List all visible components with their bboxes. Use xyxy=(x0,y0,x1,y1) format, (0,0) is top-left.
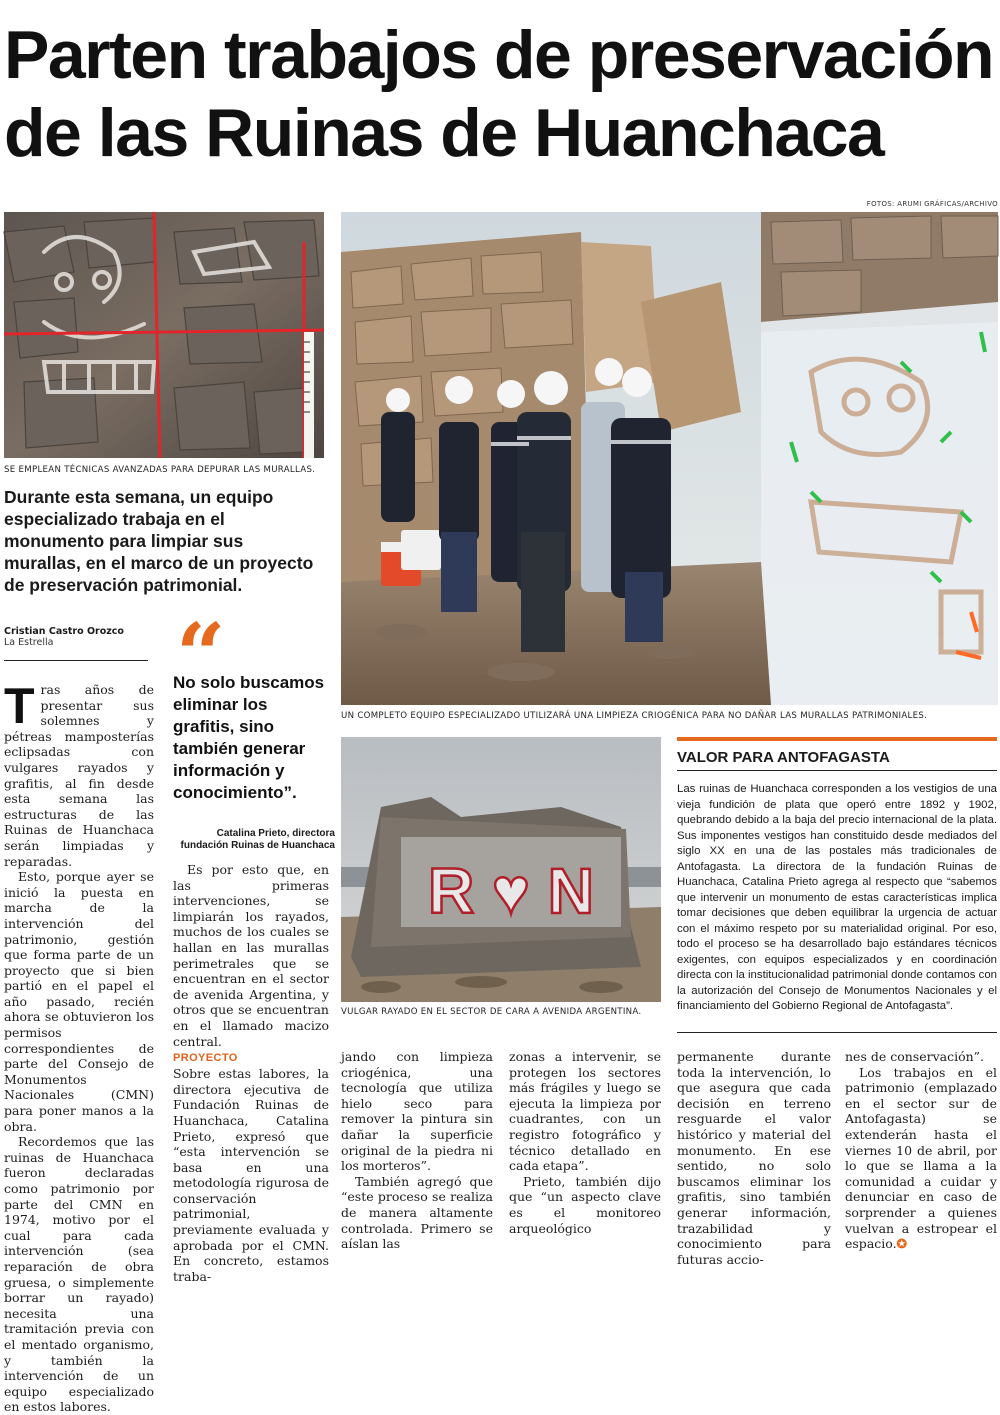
body-paragraph: Sobre estas labores, la directora ejecutiva de Fundación Ruinas de Huanchaca, Catalina Prieto, expresó que “esta intervención se basa en una metodología rigurosa de conservación patrimonial, previamente evaluada y aprobada por el CMN. En concreto, estamos traba- xyxy=(173,1066,329,1284)
body-paragraph: zonas a intervenir, se protegen los sectores más frágiles y luego se ejecuta la limpieza por cuadrantes, con un registro fotográfico y técnico detallado en cada etapa”. xyxy=(509,1049,661,1174)
photo-wall-grid-image xyxy=(4,212,324,458)
headline-line-1: Parten trabajos de preservación xyxy=(4,17,994,93)
sidebar-title: VALOR PARA ANTOFAGASTA xyxy=(677,749,890,766)
pull-quote: No solo buscamos eliminar los grafitis, sino también generar información y conocimiento”. xyxy=(173,673,325,802)
lead-paragraph: Durante esta semana, un equipo especializado trabaja en el monumento para limpiar sus murallas, en el marco de un proyecto de preservación patrimonial. xyxy=(4,487,314,595)
body-paragraph: permanente durante toda la intervención, lo que asegura que cada decisión en terreno resguarde el valor histórico y material del monumento. En ese sentido, no solo buscamos eliminar los grafitis, sino también generar información, trazabilidad y conocimiento para futuras accio- xyxy=(677,1049,831,1267)
body-column-6 xyxy=(845,1049,997,1252)
sidebar-bottom-divider xyxy=(677,1032,997,1033)
drop-cap: T xyxy=(4,678,35,734)
pull-quote-attribution xyxy=(173,828,335,852)
body-paragraph: Esto, porque ayer se inició la puesta en marcha de la intervención del patrimonio, gestión que forma parte de un proyecto que si bien partió en el papel el año pasado, recién ahora se obtuvieron los permisos correspondientes de parte del Consejo de Monumentos Nacionales (CMN) para poner manos a la obra. xyxy=(4,869,154,1134)
photo-wall-grid xyxy=(4,212,324,458)
sidebar-accent-rule xyxy=(677,737,997,741)
photo-team xyxy=(341,212,998,705)
body-column-4 xyxy=(509,1049,661,1236)
body-paragraph: Recordemos que las ruinas de Huanchaca fueron declaradas como patrimonio por parte del CMN en 1974, motivo por el cual para cada intervención (sea reparación de obra gruesa, o simplemente borrar un rayado) necesita una tramitación previa con el mentado organismo, y también la intervención de un equipo especializado en estos labores. xyxy=(4,1134,154,1415)
body-paragraph: Los trabajos en el patrimonio (emplazado en el sector sur de Antofagasta) se extenderán hasta el viernes 10 de abril, por lo que se llama a la comunidad a cuidar y denunciar en caso de sorprender a quienes vuelvan a estropear el espacio.✪ xyxy=(845,1064,997,1252)
body-column-5 xyxy=(677,1049,831,1267)
body-paragraph: Tras años de presentar sus solemnes y pétreas mamposterías eclipsadas con vulgares rayados y grafitis, al fin desde esta semana las estructuras de las Ruinas de Huanchaca serán limpiadas y reparadas. xyxy=(4,678,154,869)
sidebar-title-divider xyxy=(677,770,997,771)
photo-graffiti-image xyxy=(341,737,661,1002)
caption-team: UN COMPLETO EQUIPO ESPECIALIZADO UTILIZARÁ UNA LIMPIEZA CRIOGÉNICA PARA NO DAÑAR LAS MURALLAS PATRIMONIALES. xyxy=(341,711,928,721)
byline-author: Cristian Castro Orozco xyxy=(4,626,124,637)
byline-outlet: La Estrella xyxy=(4,637,54,648)
section-subhead: PROYECTO xyxy=(173,1052,238,1065)
body-paragraph: jando con limpieza criogénica, una tecnología que utiliza hielo seco para remover la pintura sin dañar la superficie original de la piedra ni los morteros”. xyxy=(341,1049,493,1174)
end-mark-icon: ✪ xyxy=(896,1236,908,1252)
headline-line-2: de las Ruinas de Huanchaca xyxy=(4,95,884,171)
photo-credit: FOTOS: ARUMI GRÁFICAS/ARCHIVO xyxy=(866,200,998,208)
body-paragraph: nes de conservación”. xyxy=(845,1049,985,1064)
graffiti-letters: R ♥ N xyxy=(428,855,594,927)
body-column-3 xyxy=(341,1049,493,1252)
body-paragraph: También agregó que “este proceso se realiza de manera altamente controlada. Primero se aíslan las xyxy=(341,1173,493,1252)
body-column-1 xyxy=(4,678,154,1415)
body-paragraph: Prieto, también dijo que “un aspecto clave es el monitoreo arqueológico xyxy=(509,1173,661,1236)
byline xyxy=(4,626,152,648)
photo-team-image xyxy=(341,212,998,705)
pull-quote-attribution-line-2: fundación Ruinas de Huanchaca xyxy=(180,840,335,851)
sidebar-text: Las ruinas de Huanchaca corresponden a los vestigios de una vieja fundición de plata que operó entre 1892 y 1902, quebrando debido a la baja del precio internacional de la plata. Sus imponentes vestigos han constituido desde mediados del siglo XX en una de las postales más tradicionales de Antofagasta. La directora de la fundación Ruinas de Huanchaca, Catalina Prieto agrega al respecto que “sabemos que intervenir un monumento de estas características implica tomar decisiones que deben equilibrar la urgencia de actuar con el máximo respeto por su materialidad original. Por eso, todo el proceso se ha desarrollado bajo estándares técnicos exigentes, con equipos especializados y en coordinación directa con la institucionalidad patrimonial donde contamos con la autorización del Consejo de Monumentos Nacionales y el financiamiento del Gobierno Regional de Antofagasta”. xyxy=(677,783,997,1012)
caption-graffiti: VULGAR RAYADO EN EL SECTOR DE CARA A AVENIDA ARGENTINA. xyxy=(341,1007,642,1017)
pull-quote-attribution-line-1: Catalina Prieto, directora xyxy=(216,828,335,839)
photo-graffiti xyxy=(341,737,661,1002)
quote-marks-icon: “ xyxy=(176,605,216,706)
body-paragraph: Es por esto que, en las primeras intervenciones, se limpiarán los rayados, muchos de los cuales se hallan en las murallas perimetrales que se encuentran en el sector de avenida Argentina, y otros que se encuentran en el llamado macizo central. xyxy=(173,862,329,1049)
body-column-2 xyxy=(173,862,329,1284)
headline xyxy=(4,16,998,172)
caption-wall-grid: SE EMPLEAN TÉCNICAS AVANZADAS PARA DEPURAR LAS MURALLAS. xyxy=(4,465,316,475)
byline-divider xyxy=(4,660,148,661)
